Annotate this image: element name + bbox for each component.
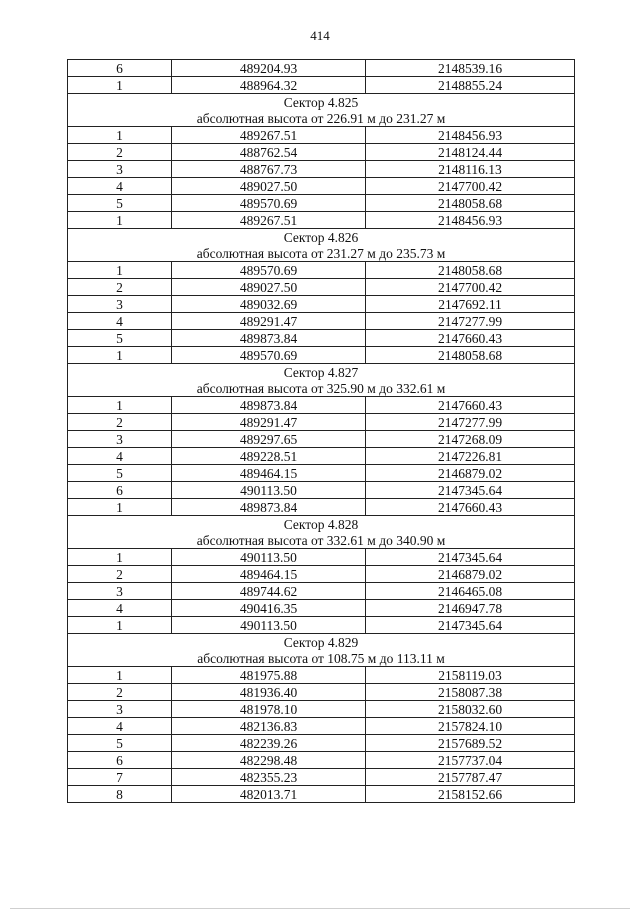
table-row <box>68 667 575 684</box>
table-row <box>68 279 575 296</box>
point-number-cell: 5 <box>68 330 172 347</box>
table-row <box>68 465 575 482</box>
y-coordinate-cell: 2147345.64 <box>366 617 575 634</box>
table-row <box>68 397 575 414</box>
point-number-cell: 1 <box>68 77 172 94</box>
point-number-cell: 3 <box>68 161 172 178</box>
sector-title: Сектор 4.827 <box>68 364 575 381</box>
sector-title: Сектор 4.828 <box>68 516 575 533</box>
y-coordinate-cell: 2148058.68 <box>366 347 575 364</box>
table-row <box>68 347 575 364</box>
y-coordinate-cell: 2147700.42 <box>366 279 575 296</box>
scan-edge-line <box>10 908 630 909</box>
table-row <box>68 262 575 279</box>
table-row <box>68 583 575 600</box>
x-coordinate-cell: 490113.50 <box>172 617 366 634</box>
point-number-cell: 3 <box>68 431 172 448</box>
point-number-cell: 6 <box>68 60 172 77</box>
y-coordinate-cell: 2148456.93 <box>366 212 575 229</box>
y-coordinate-cell: 2147345.64 <box>366 549 575 566</box>
y-coordinate-cell: 2148058.68 <box>366 195 575 212</box>
point-number-cell: 1 <box>68 127 172 144</box>
point-number-cell: 2 <box>68 279 172 296</box>
table-row <box>68 482 575 499</box>
x-coordinate-cell: 490416.35 <box>172 600 366 617</box>
y-coordinate-cell: 2158119.03 <box>366 667 575 684</box>
sector-height-range: абсолютная высота от 231.27 м до 235.73 м <box>68 245 575 262</box>
y-coordinate-cell: 2148855.24 <box>366 77 575 94</box>
y-coordinate-cell: 2147660.43 <box>366 499 575 516</box>
point-number-cell: 6 <box>68 752 172 769</box>
point-number-cell: 6 <box>68 482 172 499</box>
y-coordinate-cell: 2148116.13 <box>366 161 575 178</box>
coordinates-table <box>67 59 575 803</box>
point-number-cell: 8 <box>68 786 172 803</box>
point-number-cell: 5 <box>68 195 172 212</box>
y-coordinate-cell: 2147660.43 <box>366 330 575 347</box>
sector-height-range: абсолютная высота от 332.61 м до 340.90 м <box>68 532 575 549</box>
table-row <box>68 566 575 583</box>
sector-height-range: абсолютная высота от 325.90 м до 332.61 м <box>68 380 575 397</box>
x-coordinate-cell: 482239.26 <box>172 735 366 752</box>
x-coordinate-cell: 489570.69 <box>172 195 366 212</box>
x-coordinate-cell: 488964.32 <box>172 77 366 94</box>
table-row <box>68 330 575 347</box>
x-coordinate-cell: 489873.84 <box>172 397 366 414</box>
table-row <box>68 549 575 566</box>
page-number: 414 <box>310 28 330 43</box>
table-row <box>68 701 575 718</box>
point-number-cell: 2 <box>68 684 172 701</box>
table-row <box>68 77 575 94</box>
y-coordinate-cell: 2147692.11 <box>366 296 575 313</box>
table-row <box>68 718 575 735</box>
x-coordinate-cell: 481975.88 <box>172 667 366 684</box>
sector-title: Сектор 4.826 <box>68 229 575 246</box>
x-coordinate-cell: 489464.15 <box>172 465 366 482</box>
y-coordinate-cell: 2157689.52 <box>366 735 575 752</box>
y-coordinate-cell: 2148456.93 <box>366 127 575 144</box>
sector-height-row <box>68 650 575 667</box>
y-coordinate-cell: 2158087.38 <box>366 684 575 701</box>
table-row <box>68 600 575 617</box>
point-number-cell: 4 <box>68 448 172 465</box>
coordinates-table-body <box>68 60 575 803</box>
point-number-cell: 5 <box>68 735 172 752</box>
point-number-cell: 1 <box>68 347 172 364</box>
y-coordinate-cell: 2148124.44 <box>366 144 575 161</box>
y-coordinate-cell: 2146465.08 <box>366 583 575 600</box>
point-number-cell: 3 <box>68 296 172 313</box>
sector-height-range: абсолютная высота от 226.91 м до 231.27 м <box>68 110 575 127</box>
x-coordinate-cell: 489297.65 <box>172 431 366 448</box>
table-row <box>68 161 575 178</box>
y-coordinate-cell: 2147277.99 <box>366 313 575 330</box>
sector-header-row <box>68 229 575 246</box>
y-coordinate-cell: 2157824.10 <box>366 718 575 735</box>
y-coordinate-cell: 2147226.81 <box>366 448 575 465</box>
y-coordinate-cell: 2146947.78 <box>366 600 575 617</box>
x-coordinate-cell: 489228.51 <box>172 448 366 465</box>
y-coordinate-cell: 2146879.02 <box>366 465 575 482</box>
sector-height-range: абсолютная высота от 108.75 м до 113.11 м <box>68 650 575 667</box>
point-number-cell: 1 <box>68 397 172 414</box>
point-number-cell: 2 <box>68 414 172 431</box>
point-number-cell: 1 <box>68 667 172 684</box>
table-row <box>68 144 575 161</box>
x-coordinate-cell: 488767.73 <box>172 161 366 178</box>
y-coordinate-cell: 2158152.66 <box>366 786 575 803</box>
sector-height-row <box>68 532 575 549</box>
point-number-cell: 1 <box>68 262 172 279</box>
table-row <box>68 195 575 212</box>
y-coordinate-cell: 2147277.99 <box>366 414 575 431</box>
table-row <box>68 735 575 752</box>
x-coordinate-cell: 489873.84 <box>172 499 366 516</box>
y-coordinate-cell: 2147268.09 <box>366 431 575 448</box>
table-row <box>68 127 575 144</box>
x-coordinate-cell: 482355.23 <box>172 769 366 786</box>
y-coordinate-cell: 2147345.64 <box>366 482 575 499</box>
x-coordinate-cell: 489291.47 <box>172 313 366 330</box>
table-row <box>68 60 575 77</box>
sector-header-row <box>68 634 575 651</box>
x-coordinate-cell: 489570.69 <box>172 262 366 279</box>
point-number-cell: 4 <box>68 178 172 195</box>
sector-title: Сектор 4.825 <box>68 94 575 111</box>
y-coordinate-cell: 2148058.68 <box>366 262 575 279</box>
x-coordinate-cell: 482013.71 <box>172 786 366 803</box>
x-coordinate-cell: 481936.40 <box>172 684 366 701</box>
sector-title: Сектор 4.829 <box>68 634 575 651</box>
table-row <box>68 431 575 448</box>
point-number-cell: 2 <box>68 144 172 161</box>
y-coordinate-cell: 2147660.43 <box>366 397 575 414</box>
point-number-cell: 3 <box>68 583 172 600</box>
table-row <box>68 617 575 634</box>
x-coordinate-cell: 489032.69 <box>172 296 366 313</box>
x-coordinate-cell: 490113.50 <box>172 549 366 566</box>
point-number-cell: 7 <box>68 769 172 786</box>
x-coordinate-cell: 489744.62 <box>172 583 366 600</box>
x-coordinate-cell: 489267.51 <box>172 127 366 144</box>
point-number-cell: 4 <box>68 600 172 617</box>
table-row <box>68 313 575 330</box>
x-coordinate-cell: 489570.69 <box>172 347 366 364</box>
x-coordinate-cell: 489267.51 <box>172 212 366 229</box>
x-coordinate-cell: 482298.48 <box>172 752 366 769</box>
y-coordinate-cell: 2148539.16 <box>366 60 575 77</box>
sector-header-row <box>68 516 575 533</box>
x-coordinate-cell: 489027.50 <box>172 279 366 296</box>
table-row <box>68 296 575 313</box>
x-coordinate-cell: 489027.50 <box>172 178 366 195</box>
table-row <box>68 786 575 803</box>
point-number-cell: 1 <box>68 549 172 566</box>
table-row <box>68 448 575 465</box>
y-coordinate-cell: 2157737.04 <box>366 752 575 769</box>
table-row <box>68 752 575 769</box>
point-number-cell: 4 <box>68 313 172 330</box>
sector-header-row <box>68 94 575 111</box>
point-number-cell: 3 <box>68 701 172 718</box>
y-coordinate-cell: 2158032.60 <box>366 701 575 718</box>
x-coordinate-cell: 489204.93 <box>172 60 366 77</box>
x-coordinate-cell: 482136.83 <box>172 718 366 735</box>
x-coordinate-cell: 490113.50 <box>172 482 366 499</box>
x-coordinate-cell: 489464.15 <box>172 566 366 583</box>
x-coordinate-cell: 481978.10 <box>172 701 366 718</box>
point-number-cell: 1 <box>68 499 172 516</box>
point-number-cell: 2 <box>68 566 172 583</box>
point-number-cell: 1 <box>68 212 172 229</box>
table-row <box>68 769 575 786</box>
x-coordinate-cell: 488762.54 <box>172 144 366 161</box>
x-coordinate-cell: 489873.84 <box>172 330 366 347</box>
sector-height-row <box>68 380 575 397</box>
point-number-cell: 4 <box>68 718 172 735</box>
sector-header-row <box>68 364 575 381</box>
table-row <box>68 178 575 195</box>
point-number-cell: 5 <box>68 465 172 482</box>
table-row <box>68 684 575 701</box>
point-number-cell: 1 <box>68 617 172 634</box>
sector-height-row <box>68 110 575 127</box>
table-row <box>68 414 575 431</box>
y-coordinate-cell: 2157787.47 <box>366 769 575 786</box>
y-coordinate-cell: 2147700.42 <box>366 178 575 195</box>
x-coordinate-cell: 489291.47 <box>172 414 366 431</box>
y-coordinate-cell: 2146879.02 <box>366 566 575 583</box>
table-row <box>68 212 575 229</box>
sector-height-row <box>68 245 575 262</box>
table-row <box>68 499 575 516</box>
